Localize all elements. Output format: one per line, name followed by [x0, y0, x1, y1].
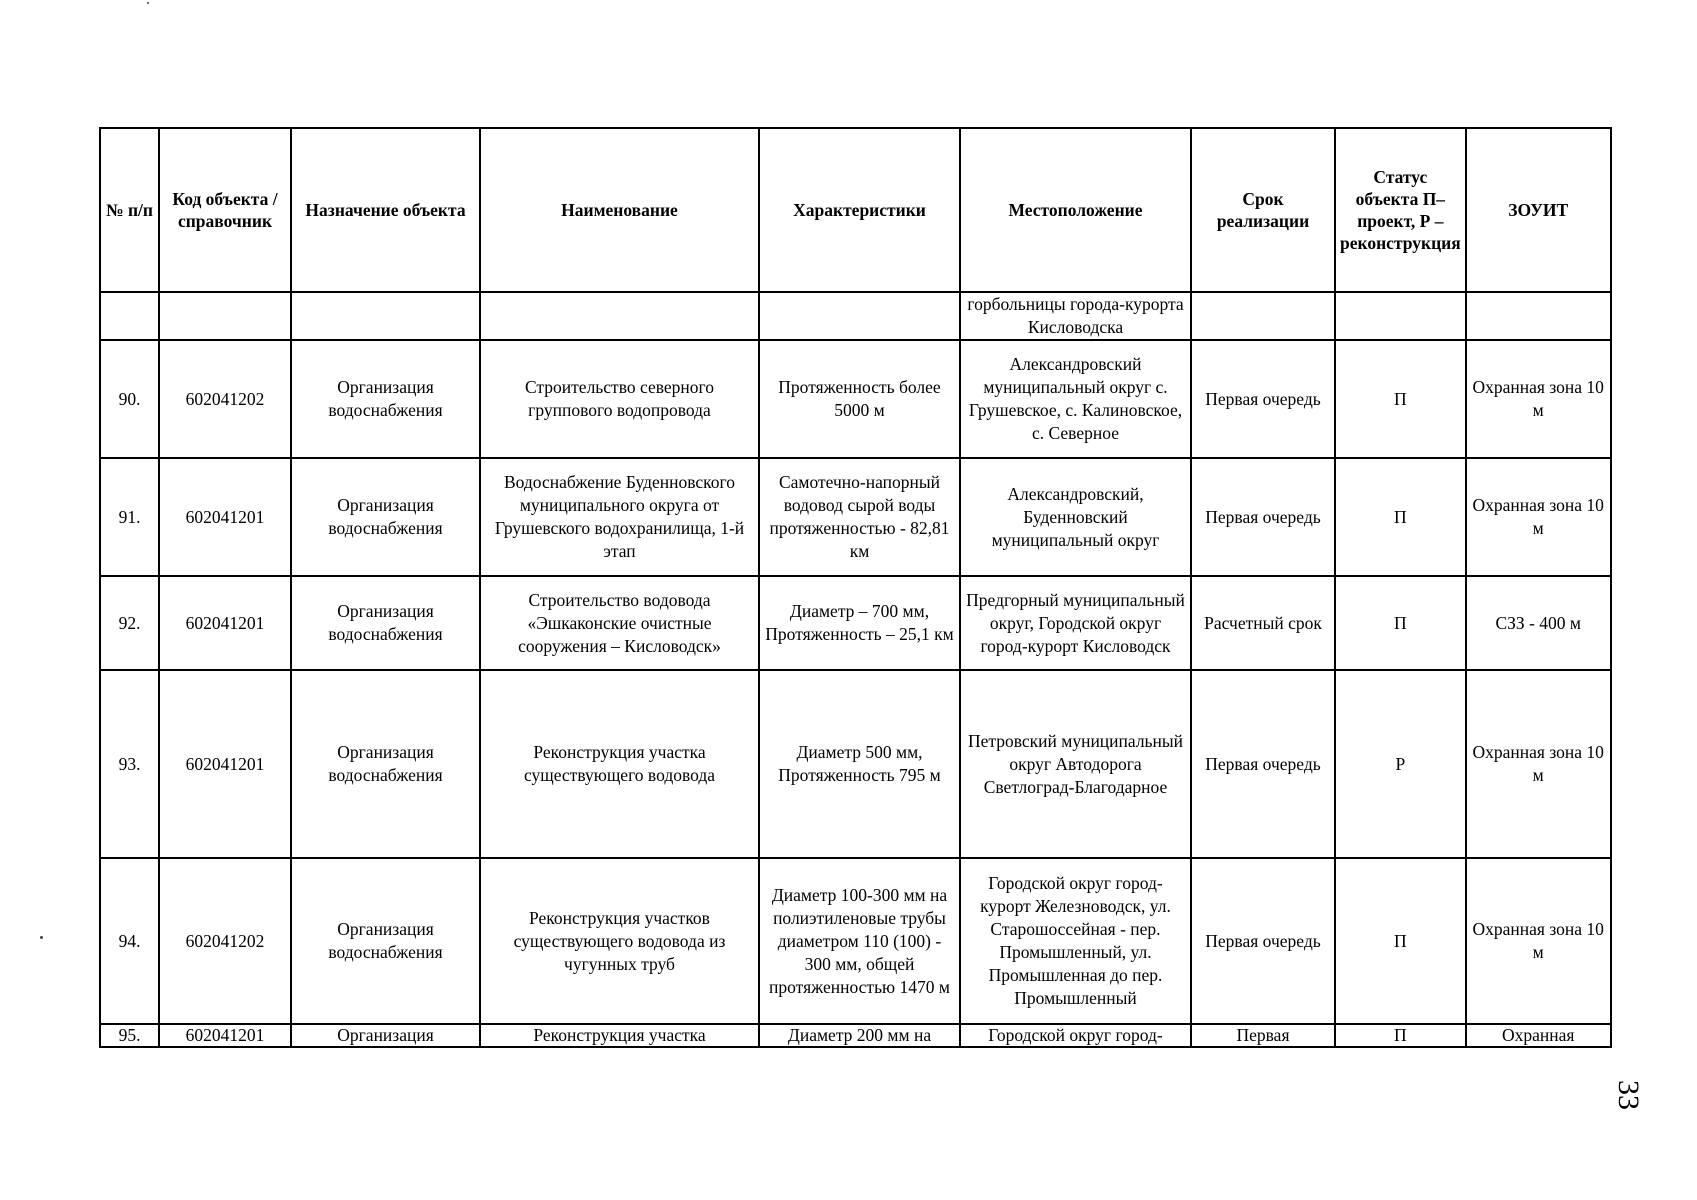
cell-name: Реконструкция участков существующего водовода из чугунных труб: [480, 858, 759, 1024]
cell-location: Предгорный муниципальный округ, Городской округ город-курорт Кисловодск: [960, 576, 1191, 670]
cell-name: Реконструкция участка: [480, 1024, 759, 1047]
cell-number: 94.: [100, 858, 159, 1024]
cell-empty: [159, 292, 291, 340]
table-row: [100, 576, 1611, 670]
cell-term: Первая: [1191, 1024, 1335, 1047]
cell-location: Городской округ город-курорт Железноводск, ул. Старошоссейная - пер. Промышленный, ул. Промышленная до пер. Промышленный: [960, 858, 1191, 1024]
cell-empty: [480, 292, 759, 340]
cell-empty: [1335, 292, 1466, 340]
header-row: [100, 128, 1611, 292]
cell-status: П: [1335, 458, 1466, 576]
cell-term: Первая очередь: [1191, 670, 1335, 858]
scan-speck: [147, 2, 149, 4]
cell-number: 90.: [100, 340, 159, 458]
cell-term: Первая очередь: [1191, 458, 1335, 576]
cell-location: Петровский муниципальный округ Автодорога Светлоград-Благодарное: [960, 670, 1191, 858]
cell-zouit: Охранная зона 10 м: [1466, 670, 1611, 858]
cell-empty: [1191, 292, 1335, 340]
cell-status: П: [1335, 1024, 1466, 1047]
header-cell-location: Местоположение: [960, 128, 1191, 292]
cell-location: Александровский, Буденновский муниципальный округ: [960, 458, 1191, 576]
header-cell-zouit: ЗОУИТ: [1466, 128, 1611, 292]
cell-status: П: [1335, 576, 1466, 670]
cell-number: 95.: [100, 1024, 159, 1047]
cell-status: Р: [1335, 670, 1466, 858]
cell-purpose: Организация водоснабжения: [291, 458, 480, 576]
cell-code: 602041201: [159, 458, 291, 576]
cell-purpose: Организация водоснабжения: [291, 340, 480, 458]
cell-code: 602041202: [159, 340, 291, 458]
cell-code: 602041201: [159, 576, 291, 670]
cell-code: 602041202: [159, 858, 291, 1024]
cell-code: 602041201: [159, 1024, 291, 1047]
scan-speck: [40, 936, 43, 939]
cell-zouit: СЗЗ - 400 м: [1466, 576, 1611, 670]
table-row: [100, 458, 1611, 576]
cell-characteristics: Диаметр 100-300 мм на полиэтиленовые трубы диаметром 110 (100) - 300 мм, общей протяженностью 1470 м: [759, 858, 960, 1024]
cell-number: 93.: [100, 670, 159, 858]
cell-number: 92.: [100, 576, 159, 670]
cell-zouit: Охранная: [1466, 1024, 1611, 1047]
table-row: [100, 340, 1611, 458]
header-cell-characteristics: Характеристики: [759, 128, 960, 292]
cell-characteristics: Самотечно-напорный водовод сырой воды протяженностью - 82,81 км: [759, 458, 960, 576]
cell-name: Водоснабжение Буденновского муниципального округа от Грушевского водохранилища, 1-й этап: [480, 458, 759, 576]
cell-zouit: Охранная зона 10 м: [1466, 858, 1611, 1024]
continuation-row: [100, 292, 1611, 340]
cell-term: Первая очередь: [1191, 340, 1335, 458]
header-cell-name: Наименование: [480, 128, 759, 292]
cell-term: Первая очередь: [1191, 858, 1335, 1024]
cell-purpose: Организация водоснабжения: [291, 858, 480, 1024]
cell-location: Александровский муниципальный округ с. Грушевское, с. Калиновское, с. Северное: [960, 340, 1191, 458]
cell-zouit: Охранная зона 10 м: [1466, 340, 1611, 458]
cell-status: П: [1335, 858, 1466, 1024]
cell-name: Реконструкция участка существующего водовода: [480, 670, 759, 858]
objects-table: [99, 127, 1612, 1048]
cell-purpose: Организация: [291, 1024, 480, 1047]
page-number: 33: [1612, 1080, 1645, 1110]
header-cell-purpose: Назначение объекта: [291, 128, 480, 292]
cell-characteristics: Диаметр 500 мм, Протяженность 795 м: [759, 670, 960, 858]
table-row: [100, 670, 1611, 858]
cell-code: 602041201: [159, 670, 291, 858]
cell-empty: [759, 292, 960, 340]
header-cell-code: Код объекта / справочник: [159, 128, 291, 292]
cell-name: Строительство северного группового водопровода: [480, 340, 759, 458]
table-row: [100, 1024, 1611, 1047]
cell-location: горбольницы города-курорта Кисловодска: [960, 292, 1191, 340]
cell-characteristics: Диаметр – 700 мм, Протяженность – 25,1 км: [759, 576, 960, 670]
cell-number: 91.: [100, 458, 159, 576]
header-cell-number: № п/п: [100, 128, 159, 292]
cell-purpose: Организация водоснабжения: [291, 576, 480, 670]
cell-characteristics: Диаметр 200 мм на: [759, 1024, 960, 1047]
cell-term: Расчетный срок: [1191, 576, 1335, 670]
cell-name: Строительство водовода «Эшкаконские очистные сооружения – Кисловодск»: [480, 576, 759, 670]
cell-characteristics: Протяженность более 5000 м: [759, 340, 960, 458]
cell-empty: [291, 292, 480, 340]
header-cell-status: Статус объекта П–проект, Р – реконструкция: [1335, 128, 1466, 292]
table-row: [100, 858, 1611, 1024]
header-cell-term: Срок реализации: [1191, 128, 1335, 292]
cell-empty: [100, 292, 159, 340]
cell-status: П: [1335, 340, 1466, 458]
cell-purpose: Организация водоснабжения: [291, 670, 480, 858]
cell-zouit: Охранная зона 10 м: [1466, 458, 1611, 576]
cell-empty: [1466, 292, 1611, 340]
cell-location: Городской округ город-: [960, 1024, 1191, 1047]
